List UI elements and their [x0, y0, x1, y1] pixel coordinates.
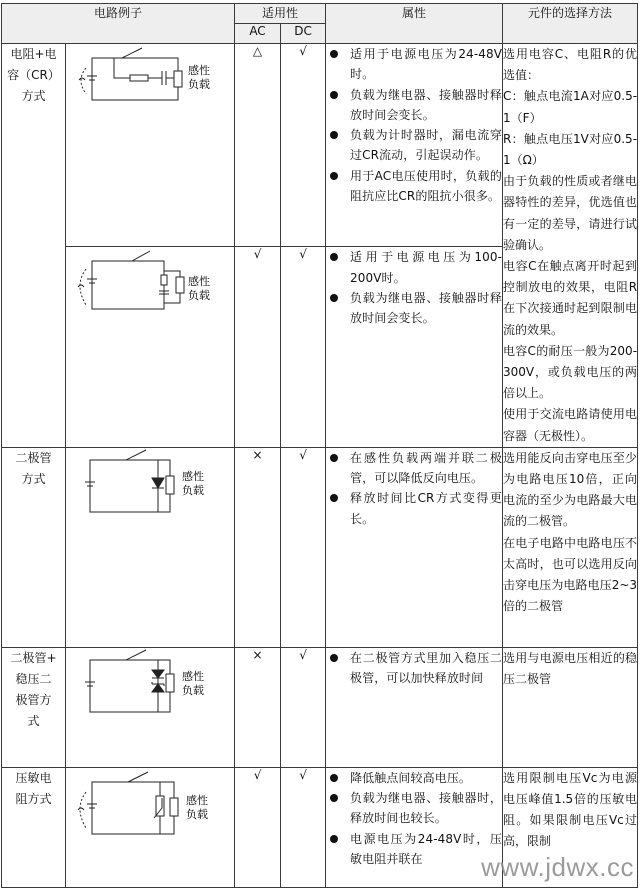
circuit-diagram-cr-series	[66, 44, 235, 247]
method-line: 二极管+	[10, 650, 57, 665]
property-item: 释放时间比CR方式变得更长。	[326, 488, 502, 529]
header-dc: DC	[281, 24, 326, 44]
load-label: 感性	[188, 64, 210, 77]
header-circuit-example: 电路例子	[2, 4, 235, 44]
table-row	[2, 44, 638, 247]
load-label: 负载	[182, 683, 204, 697]
method-line: 压敏电	[15, 770, 52, 785]
property-item: 在二极管方式里加入稳压二极管，可以加快释放时间	[326, 648, 502, 689]
method-line: 式	[27, 713, 40, 728]
selection-text: 选用电容C、电阻R的优选值：	[503, 47, 638, 83]
method-line: 稳压二	[15, 671, 52, 686]
method-varistor	[2, 767, 66, 887]
method-diode	[2, 447, 66, 647]
property-item: 降低触点间较高电压。	[326, 768, 502, 788]
cr-parallel-circuit-icon	[70, 247, 230, 327]
ac-mark: √	[235, 247, 281, 447]
selection-text: R：触点电压1V对应0.5-1（Ω）	[503, 131, 638, 168]
selection-text: 选用限制电压Vc为电源电压峰值1.5倍的压敏电阻。如果限制电压Vc过高，限制	[503, 770, 638, 849]
load-label: 负载	[188, 78, 210, 91]
ac-mark: ×	[235, 447, 281, 647]
property-cell	[326, 247, 503, 447]
method-line: 电阻+电	[10, 47, 57, 61]
load-label: 负载	[188, 289, 210, 303]
selection-text: 在电子电路中电路电压不太高时，也可以选用反向击穿电压为电路电压2~3倍的二极管	[503, 535, 638, 614]
dc-mark: √	[281, 767, 326, 887]
method-line: 方式	[21, 471, 46, 486]
header-applicability: 适用性	[235, 4, 326, 24]
property-cell	[326, 447, 503, 647]
load-label: 感性	[182, 669, 204, 683]
selection-text: 由于负载的性质或者继电器特性的差异，优选值也有一定的差导，请进行试验确认。	[503, 174, 638, 252]
ac-mark: ×	[235, 647, 281, 767]
ac-mark: √	[235, 767, 281, 887]
property-item: 适用于电源电压为100-200V时。	[326, 247, 502, 288]
diode-zener-circuit-icon	[70, 648, 230, 726]
table-row	[2, 447, 638, 647]
cr-series-circuit-icon	[70, 44, 230, 124]
selection-text: 使用于交流电路请使用电容器（无极性）。	[503, 407, 638, 443]
property-item: 适用于电源电压为24-48V时。	[326, 44, 502, 85]
property-cell	[326, 767, 503, 887]
circuit-diagram-varistor	[66, 767, 235, 887]
diode-circuit-icon	[70, 448, 230, 528]
property-cell	[326, 44, 503, 247]
ac-mark: △	[235, 44, 281, 247]
property-item: 电源电压为24-48V时，压敏电阻并联在	[326, 829, 502, 870]
method-line: 阻方式	[15, 791, 52, 806]
dc-mark: √	[281, 247, 326, 447]
selection-text: 电容C在触点离开时起到控制放电的效果，电阻R在下次接通时起到限制电流的效果。	[503, 259, 638, 337]
selection-text: 选用与电源电压相近的稳压二极管	[503, 650, 638, 687]
circuit-diagram-cr-parallel	[66, 247, 235, 447]
method-line: 二极管	[15, 450, 52, 465]
property-item: 负载为计时器时，漏电流穿过CR流动，引起误动作。	[326, 125, 502, 166]
property-item: 在感性负载两端并联二极管，可以降低反向电压。	[326, 448, 502, 489]
property-item: 负载为继电器、接触器时释放时间会变长。	[326, 288, 502, 329]
property-item: 负载为继电器、接触器时，释放时间也较长。	[326, 788, 502, 829]
selection-text: 选用能反向击穿电压至少为电路电压10倍，正向电流的至少为电路最大电流的二极管。	[503, 450, 638, 529]
header-selection-method: 元件的选择方法	[503, 4, 638, 44]
varistor-circuit-icon	[70, 768, 230, 848]
load-label: 负载	[186, 807, 208, 821]
load-label: 感性	[188, 275, 210, 289]
load-label: 负载	[182, 483, 204, 497]
method-cr	[2, 44, 66, 448]
property-item: 用于AC电压使用时，负载的阻抗应比CR的阻抗小很多。	[326, 166, 502, 207]
selection-text: C：触点电流1A对应0.5-1（F）	[503, 89, 638, 125]
relay-protection-table	[1, 3, 638, 888]
circuit-diagram-diode-zener	[66, 647, 235, 767]
header-ac: AC	[235, 24, 281, 44]
selection-cell	[503, 44, 638, 448]
method-line: 容（CR）	[7, 68, 60, 82]
selection-cell	[503, 447, 638, 647]
dc-mark: √	[281, 44, 326, 247]
load-label: 感性	[182, 469, 204, 483]
header-property: 属性	[326, 4, 503, 44]
property-cell	[326, 647, 503, 767]
table-row	[2, 647, 638, 767]
watermark: www.jdwx.cc	[481, 852, 634, 882]
method-line: 极管方	[15, 692, 52, 707]
method-line: 方式	[21, 89, 46, 103]
load-label: 感性	[186, 793, 208, 807]
dc-mark: √	[281, 647, 326, 767]
selection-cell	[503, 647, 638, 767]
selection-text: 电容C的耐压一般为200-300V，或负载电压的两倍以上。	[503, 343, 638, 401]
method-diode-zener	[2, 647, 66, 767]
circuit-diagram-diode	[66, 447, 235, 647]
property-item: 负载为继电器、接触器时释放时间会变长。	[326, 85, 502, 126]
dc-mark: √	[281, 447, 326, 647]
